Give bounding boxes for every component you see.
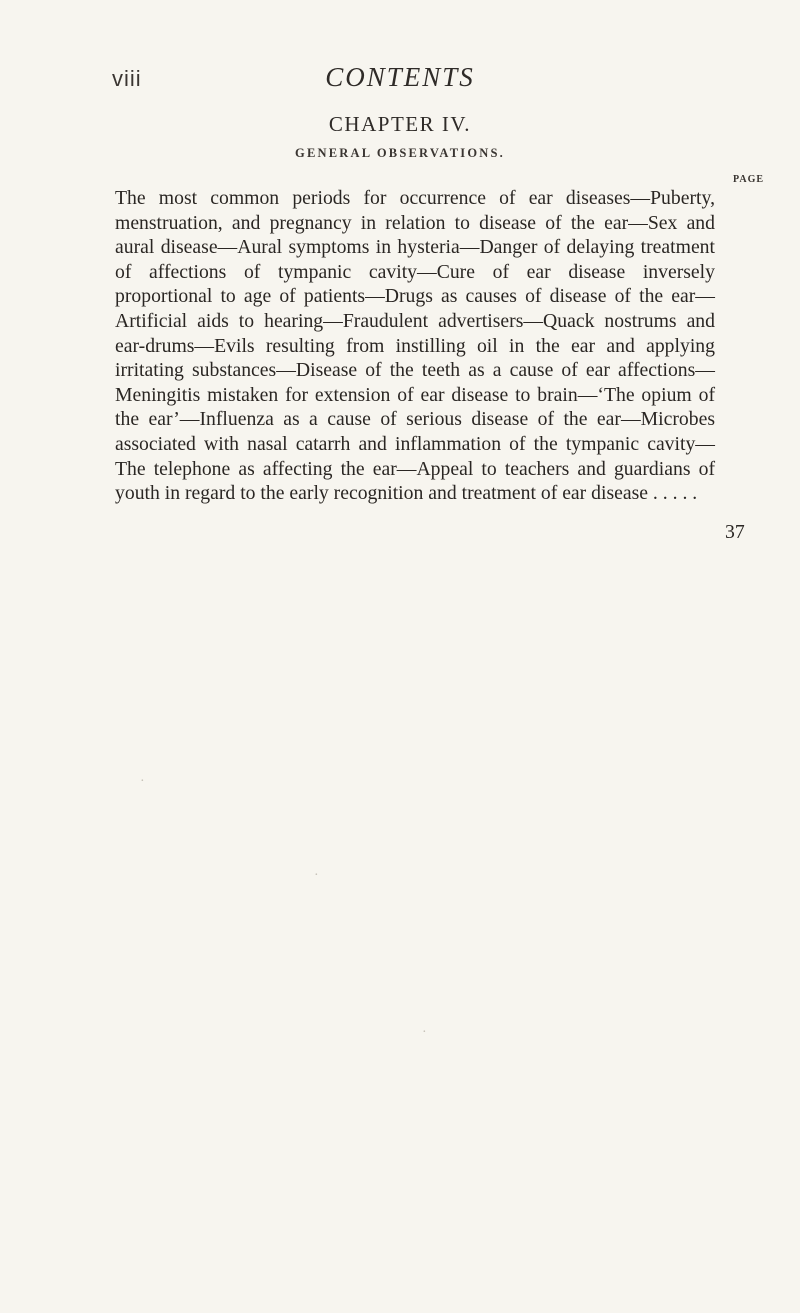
running-title: CONTENTS — [325, 62, 475, 92]
chapter-subtitle: GENERAL OBSERVATIONS. — [295, 146, 505, 160]
page-column-label: PAGE — [733, 174, 765, 185]
paper-speck: · — [422, 1025, 427, 1040]
chapter-heading: CHAPTER IV. — [328, 112, 472, 136]
chapter-summary: The most common periods for occurrence of ear diseases—Puberty, menstruation, and pregnancy in relation to disease of the ear—Sex and aural disease—Aural symptoms in hysteria—Danger of delaying treatment of affections of tympanic cavity—Cure of ear disease inversely proportional to age of patients—Drugs as causes of disease of the ear—Artificial aids to hearing—Fraudulent advertisers—Quack nostrums and ear-drums—Evils resulting from instilling oil in the ear and applying irritating substances—Disease of the teeth as a cause of ear affections—Meningitis mistaken for extension of ear disease to brain—‘The opium of the ear’—Influenza as a cause of serious disease of the ear—Microbes associated with nasal catarrh and inflammation of the tympanic cavity—The telephone as affecting the ear—Appeal to teachers and guardians of youth in regard to the early recognition and treatment of ear disease . . . . . — [115, 187, 715, 505]
paper-speck: · — [140, 774, 145, 789]
page-folio: viii — [112, 66, 142, 91]
paper-speck: · — [314, 868, 319, 883]
chapter-page-number: 37 — [725, 521, 745, 543]
